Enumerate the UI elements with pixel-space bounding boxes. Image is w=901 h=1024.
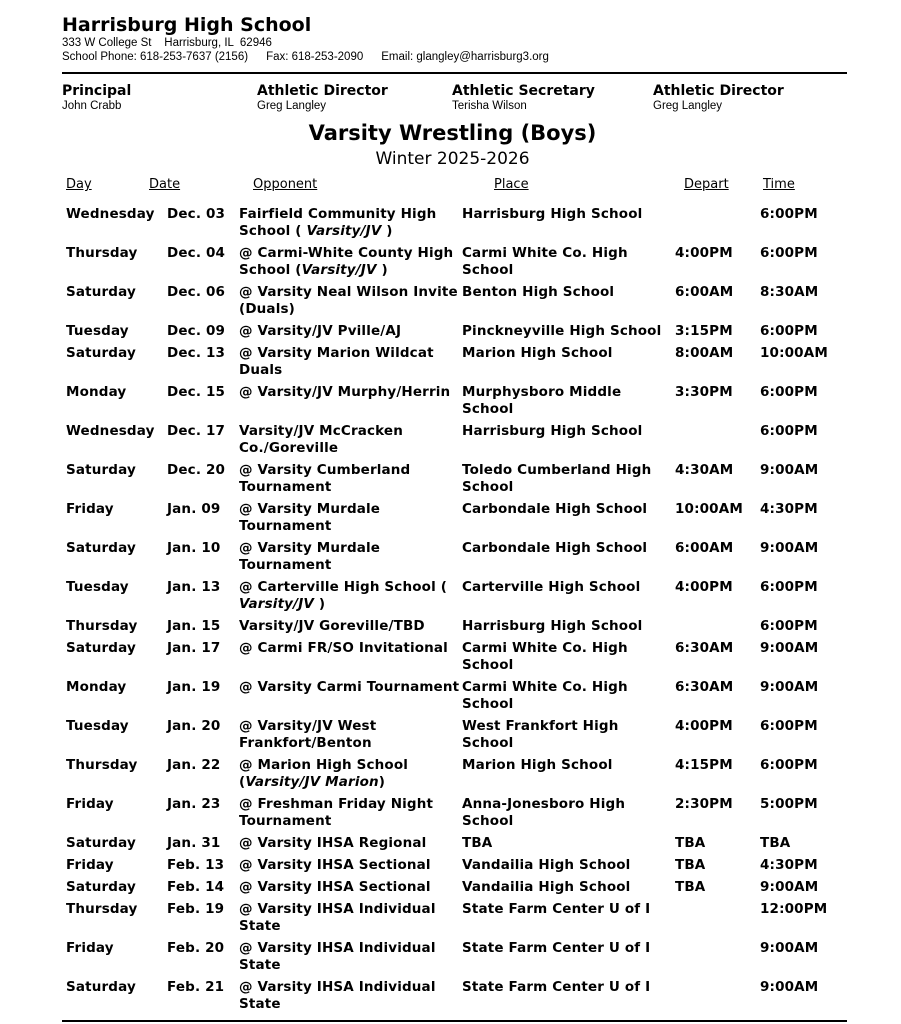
event-day: Friday: [66, 857, 114, 873]
event-opponent-text: @ Carmi FR/SO Invitational: [239, 640, 448, 656]
event-time: 9:00AM: [760, 940, 819, 956]
event-time: 6:00PM: [760, 757, 818, 773]
event-day: Friday: [66, 796, 114, 812]
event-opponent-suffix: ): [378, 774, 386, 791]
event-time: 12:00PM: [760, 901, 828, 917]
event-opponent-text: @ Carterville High School (: [239, 579, 448, 595]
event-opponent-text: @ Varsity IHSA Regional: [239, 835, 427, 851]
event-opponent-text: Fairfield Community High School (: [239, 206, 437, 240]
column-header-depart: Depart: [684, 177, 729, 192]
event-time: 9:00AM: [760, 879, 819, 895]
event-opponent-text: @ Varsity IHSA Sectional: [239, 879, 431, 895]
event-place: Benton High School: [462, 284, 615, 300]
event-opponent: [239, 323, 461, 340]
event-day: Friday: [66, 940, 114, 956]
event-opponent: [239, 640, 461, 657]
event-time: 6:00PM: [760, 206, 818, 222]
event-day: Friday: [66, 501, 114, 517]
event-depart: 4:15PM: [675, 757, 733, 773]
event-opponent-level: Varsity/JV: [301, 262, 377, 279]
event-date: Feb. 13: [167, 857, 225, 873]
event-day: Tuesday: [66, 579, 129, 595]
event-time: 6:00PM: [760, 384, 818, 400]
event-opponent-text: @ Varsity IHSA Individual State: [239, 901, 436, 935]
event-time: 9:00AM: [760, 640, 819, 656]
event-opponent: [239, 618, 461, 635]
event-time: 9:00AM: [760, 679, 819, 695]
staff-title: Principal: [62, 83, 132, 99]
event-opponent: [239, 245, 461, 280]
event-date: Jan. 23: [167, 796, 221, 812]
event-opponent-text: @ Varsity IHSA Individual State: [239, 940, 436, 974]
event-date: Dec. 03: [167, 206, 226, 222]
column-header-day: Day: [66, 177, 92, 192]
event-day: Thursday: [66, 618, 138, 634]
event-time: 4:30PM: [760, 857, 818, 873]
event-place: Carterville High School: [462, 579, 641, 595]
event-day: Saturday: [66, 462, 136, 478]
event-opponent: [239, 540, 461, 575]
event-depart: TBA: [675, 857, 706, 873]
event-opponent: [239, 979, 461, 1014]
school-email: Email: glangley@harrisburg3.org: [381, 51, 549, 63]
event-day: Tuesday: [66, 323, 129, 339]
event-time: 10:00AM: [760, 345, 828, 361]
event-place: Harrisburg High School: [462, 423, 643, 439]
event-depart: 2:30PM: [675, 796, 733, 812]
event-date: Dec. 04: [167, 245, 226, 261]
event-opponent-text: @ Varsity IHSA Sectional: [239, 857, 431, 873]
event-day: Thursday: [66, 245, 138, 261]
event-depart: 8:00AM: [675, 345, 734, 361]
event-day: Saturday: [66, 979, 136, 995]
event-date: Dec. 15: [167, 384, 226, 400]
event-place: Carmi White Co. High School: [462, 245, 628, 279]
event-place: Toledo Cumberland High School: [462, 462, 652, 496]
event-depart: 4:00PM: [675, 245, 733, 261]
event-day: Wednesday: [66, 206, 155, 222]
staff-name: Greg Langley: [653, 100, 723, 112]
event-depart: 4:00PM: [675, 718, 733, 734]
event-date: Jan. 31: [167, 835, 221, 851]
column-header-place: Place: [494, 177, 529, 192]
staff-title: Athletic Director: [653, 83, 784, 99]
event-opponent-text: @ Varsity/JV West Frankfort/Benton: [239, 718, 377, 752]
event-time: 6:00PM: [760, 323, 818, 339]
event-opponent: [239, 579, 461, 614]
event-depart: 6:00AM: [675, 284, 734, 300]
event-date: Jan. 17: [167, 640, 221, 656]
event-place: State Farm Center U of I: [462, 901, 651, 917]
school-fax: Fax: 618-253-2090: [266, 51, 364, 63]
event-date: Dec. 17: [167, 423, 226, 439]
column-header-opponent: Opponent: [253, 177, 318, 192]
staff-name: Terisha Wilson: [452, 100, 527, 112]
staff-title: Athletic Secretary: [452, 83, 595, 99]
event-place: Marion High School: [462, 345, 613, 361]
event-day: Saturday: [66, 879, 136, 895]
event-place: Vandailia High School: [462, 879, 631, 895]
event-date: Dec. 09: [167, 323, 226, 339]
event-date: Feb. 21: [167, 979, 225, 995]
event-day: Monday: [66, 384, 127, 400]
event-opponent-level: Varsity/JV: [239, 596, 314, 613]
event-opponent-text: @ Varsity Carmi Tournament: [239, 679, 460, 695]
event-time: 5:00PM: [760, 796, 818, 812]
event-opponent-level: Varsity/JV: [306, 223, 382, 240]
event-opponent: [239, 345, 461, 380]
event-opponent: [239, 384, 461, 401]
schedule-season: Winter 2025-2026: [375, 149, 530, 169]
event-opponent: [239, 284, 461, 319]
event-opponent: [239, 835, 461, 852]
event-date: Jan. 09: [167, 501, 221, 517]
event-day: Saturday: [66, 284, 136, 300]
event-depart: TBA: [675, 835, 706, 851]
schedule-title: Varsity Wrestling (Boys): [308, 121, 597, 145]
staff-name: Greg Langley: [257, 100, 327, 112]
event-depart: 10:00AM: [675, 501, 743, 517]
event-place: West Frankfort High School: [462, 718, 619, 752]
event-time: 6:00PM: [760, 579, 818, 595]
event-depart: 6:00AM: [675, 540, 734, 556]
event-depart: 6:30AM: [675, 679, 734, 695]
event-opponent-text: @ Varsity/JV Murphy/Herrin: [239, 384, 451, 400]
event-place: Marion High School: [462, 757, 613, 773]
event-opponent-text: @ Varsity Cumberland Tournament: [239, 462, 411, 496]
staff-title: Athletic Director: [257, 83, 388, 99]
event-place: Carmi White Co. High School: [462, 679, 628, 713]
event-time: TBA: [760, 835, 791, 851]
event-day: Monday: [66, 679, 127, 695]
event-opponent: [239, 462, 461, 497]
event-opponent: [239, 757, 461, 792]
event-opponent: [239, 679, 461, 696]
event-time: 6:00PM: [760, 618, 818, 634]
event-opponent-text: Varsity/JV McCracken Co./Goreville: [239, 423, 403, 457]
event-place: Harrisburg High School: [462, 206, 643, 222]
event-opponent: [239, 423, 461, 458]
event-day: Thursday: [66, 757, 138, 773]
event-place: State Farm Center U of I: [462, 979, 651, 995]
event-day: Wednesday: [66, 423, 155, 439]
event-place: State Farm Center U of I: [462, 940, 651, 956]
event-time: 9:00AM: [760, 540, 819, 556]
event-opponent-text: @ Varsity Murdale Tournament: [239, 501, 381, 535]
event-opponent-level: Varsity/JV Marion: [245, 774, 379, 791]
event-opponent-suffix: ): [381, 223, 393, 240]
event-opponent-text: @ Varsity Marion Wildcat Duals: [239, 345, 434, 379]
school-name: Harrisburg High School: [62, 14, 312, 36]
event-date: Dec. 13: [167, 345, 226, 361]
event-place: Harrisburg High School: [462, 618, 643, 634]
event-place: Carmi White Co. High School: [462, 640, 628, 674]
event-day: Saturday: [66, 835, 136, 851]
event-day: Saturday: [66, 640, 136, 656]
event-opponent-text: @ Varsity Murdale Tournament: [239, 540, 381, 574]
event-time: 6:00PM: [760, 718, 818, 734]
event-opponent: [239, 940, 461, 975]
event-opponent: [239, 901, 461, 936]
event-date: Jan. 10: [167, 540, 221, 556]
column-header-date: Date: [149, 177, 181, 192]
event-time: 4:30PM: [760, 501, 818, 517]
event-day: Thursday: [66, 901, 138, 917]
event-date: Jan. 20: [167, 718, 221, 734]
event-opponent-suffix: ): [314, 596, 326, 613]
event-place: Carbondale High School: [462, 501, 648, 517]
event-day: Saturday: [66, 345, 136, 361]
event-date: Jan. 15: [167, 618, 221, 634]
event-opponent-suffix: ): [376, 262, 388, 279]
event-date: Jan. 19: [167, 679, 221, 695]
event-time: 9:00AM: [760, 462, 819, 478]
event-opponent-text: Varsity/JV Goreville/TBD: [239, 618, 425, 634]
event-time: 9:00AM: [760, 979, 819, 995]
event-opponent: [239, 857, 461, 874]
event-date: Dec. 20: [167, 462, 226, 478]
event-time: 6:00PM: [760, 423, 818, 439]
event-place: Pinckneyville High School: [462, 323, 662, 339]
event-place: Vandailia High School: [462, 857, 631, 873]
event-opponent: [239, 206, 461, 241]
event-opponent-text: @ Varsity Neal Wilson Invite (Duals): [239, 284, 458, 318]
event-time: 6:00PM: [760, 245, 818, 261]
event-opponent-text: @ Marion High School (: [239, 757, 409, 791]
event-opponent-text: @ Carmi-White County High School (: [239, 245, 454, 279]
event-depart: 3:15PM: [675, 323, 733, 339]
school-phone: School Phone: 618-253-7637 (2156): [62, 51, 249, 63]
event-depart: 4:00PM: [675, 579, 733, 595]
event-day: Saturday: [66, 540, 136, 556]
school-address: 333 W College St Harrisburg, IL 62946: [62, 37, 272, 49]
event-depart: 3:30PM: [675, 384, 733, 400]
event-date: Feb. 20: [167, 940, 225, 956]
event-date: Jan. 22: [167, 757, 221, 773]
event-place: TBA: [462, 835, 493, 851]
event-date: Dec. 06: [167, 284, 226, 300]
event-opponent: [239, 501, 461, 536]
event-opponent-text: @ Varsity IHSA Individual State: [239, 979, 436, 1013]
event-time: 8:30AM: [760, 284, 819, 300]
staff-name: John Crabb: [62, 100, 122, 112]
event-opponent: [239, 879, 461, 896]
column-header-time: Time: [763, 177, 795, 192]
event-place: Anna-Jonesboro High School: [462, 796, 626, 830]
event-date: Feb. 19: [167, 901, 225, 917]
event-place: Murphysboro Middle School: [462, 384, 622, 418]
event-opponent-text: @ Varsity/JV Pville/AJ: [239, 323, 402, 339]
event-opponent: [239, 718, 461, 753]
event-date: Jan. 13: [167, 579, 221, 595]
event-place: Carbondale High School: [462, 540, 648, 556]
event-depart: TBA: [675, 879, 706, 895]
event-depart: 4:30AM: [675, 462, 734, 478]
event-day: Tuesday: [66, 718, 129, 734]
event-opponent: [239, 796, 461, 831]
footer-divider: [62, 1020, 847, 1022]
event-date: Feb. 14: [167, 879, 225, 895]
event-opponent-text: @ Freshman Friday Night Tournament: [239, 796, 434, 830]
event-depart: 6:30AM: [675, 640, 734, 656]
